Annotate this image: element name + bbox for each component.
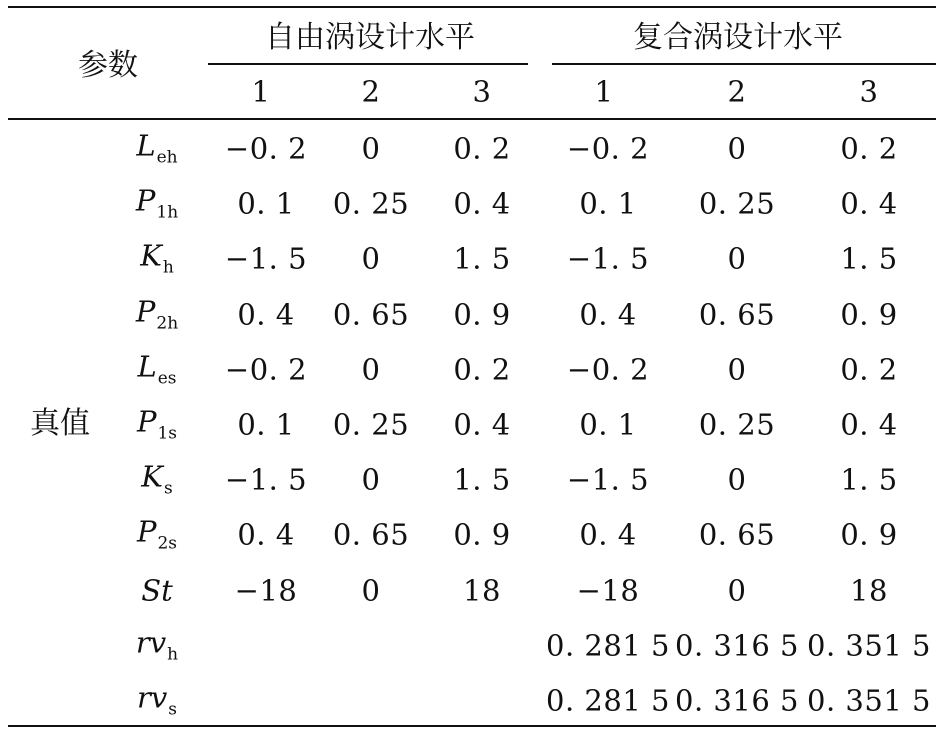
parameter-symbol	[137, 349, 177, 389]
level-header: 2	[361, 74, 381, 109]
table-cell: −18	[576, 573, 640, 608]
table-cell: 0. 1	[237, 186, 295, 221]
table-cell: 0. 25	[698, 186, 776, 221]
table-cell: 0. 2	[840, 131, 898, 166]
parameter-symbol-subscript: eh	[156, 147, 178, 168]
table-cell: 0	[361, 573, 381, 608]
parameter-symbol	[135, 625, 179, 665]
table-cell: 0. 25	[332, 407, 410, 442]
parameter-symbol-subscript: 2h	[156, 313, 179, 334]
level-header: 1	[251, 74, 271, 109]
table-cell: −1. 5	[224, 241, 308, 276]
parameter-symbol-subscript: es	[157, 368, 177, 389]
table-cell: 0. 2	[840, 352, 898, 387]
parameter-symbol-main: rv	[135, 625, 167, 660]
parameter-symbol-main: St	[141, 573, 173, 608]
parameter-symbol-main: L	[137, 349, 157, 384]
parameter-symbol-main: P	[135, 183, 156, 218]
table-cell: 0. 65	[698, 297, 776, 332]
table-cell: −0. 2	[566, 352, 650, 387]
top-rule	[8, 6, 936, 8]
table-cell: 1. 5	[840, 241, 898, 276]
compound-vortex-group-underline	[552, 63, 936, 65]
table-cell: −1. 5	[566, 241, 650, 276]
parameter-symbol	[141, 459, 173, 499]
table-cell: 0. 316 5	[675, 628, 799, 663]
table-cell: 18	[850, 573, 888, 608]
table-cell: −1. 5	[566, 462, 650, 497]
parameter-symbol-main: K	[140, 238, 162, 273]
table-cell: 0. 1	[237, 407, 295, 442]
table-cell: 0	[727, 131, 747, 166]
table-cell: 1. 5	[453, 462, 511, 497]
parameter-symbol-subscript: h	[167, 644, 179, 665]
table-cell: −0. 2	[224, 131, 308, 166]
parameter-symbol-main: L	[136, 128, 156, 163]
table-cell: 0	[361, 131, 381, 166]
free-vortex-group-header: 自由涡设计水平	[265, 20, 475, 55]
table-cell: 0	[361, 352, 381, 387]
table-cell: 0. 4	[237, 517, 295, 552]
table-cell: 0. 281 5	[546, 628, 670, 663]
parameter-symbol	[141, 573, 173, 608]
parameter-symbol-subscript: h	[162, 257, 174, 278]
table-cell: 0. 65	[332, 517, 410, 552]
param-header: 参数	[78, 48, 138, 83]
parameter-symbol	[135, 294, 179, 334]
table-cell: 0	[727, 241, 747, 276]
table-cell: 0. 9	[840, 517, 898, 552]
level-header: 1	[594, 74, 614, 109]
table-cell: 0. 2	[453, 131, 511, 166]
table-cell: 0	[727, 352, 747, 387]
parameter-symbol-main: P	[136, 514, 157, 549]
table-cell: 0. 351 5	[807, 683, 931, 718]
table-cell: 0. 316 5	[675, 683, 799, 718]
header-bottom-rule	[8, 118, 936, 120]
parameter-symbol	[136, 128, 178, 168]
parameter-symbol-subscript: s	[163, 478, 173, 499]
table-cell: −0. 2	[566, 131, 650, 166]
parameter-symbol-main: K	[141, 459, 163, 494]
parameter-symbol-main: P	[136, 404, 157, 439]
table-cell: 0. 1	[579, 186, 637, 221]
parameter-symbol-subscript: 1h	[156, 202, 179, 223]
table-cell: 0	[361, 462, 381, 497]
table-cell: 0. 65	[698, 517, 776, 552]
table-cell: 0. 4	[840, 186, 898, 221]
table-cell: 0. 25	[332, 186, 410, 221]
table-cell: 0. 25	[698, 407, 776, 442]
parameter-symbol-main: P	[135, 294, 156, 329]
parameter-symbol	[140, 238, 174, 278]
table-cell: 1. 5	[453, 241, 511, 276]
table-cell: 0. 4	[840, 407, 898, 442]
parameter-symbol	[137, 680, 177, 720]
true-value-label: 真值	[30, 406, 90, 441]
table-cell: 0. 351 5	[807, 628, 931, 663]
table-cell: 0. 9	[840, 297, 898, 332]
table-cell: 0. 9	[453, 517, 511, 552]
table-cell: 0. 65	[332, 297, 410, 332]
table-cell: 0. 4	[579, 297, 637, 332]
parameter-symbol-main: rv	[137, 680, 168, 715]
table-cell: 0. 4	[237, 297, 295, 332]
bottom-rule	[8, 725, 936, 727]
parameter-symbol	[135, 183, 179, 223]
table-cell: 0. 281 5	[546, 683, 670, 718]
compound-vortex-group-header: 复合涡设计水平	[633, 20, 843, 55]
parameter-symbol	[136, 404, 178, 444]
free-vortex-group-underline	[208, 63, 528, 65]
level-header: 3	[859, 74, 879, 109]
parameter-symbol-subscript: 2s	[157, 533, 178, 554]
table-cell: 0. 9	[453, 297, 511, 332]
table-cell: 1. 5	[840, 462, 898, 497]
table-cell: 18	[463, 573, 501, 608]
table-cell: −0. 2	[224, 352, 308, 387]
parameter-symbol-subscript: s	[168, 699, 177, 720]
table-cell: −18	[234, 573, 298, 608]
level-header: 3	[472, 74, 492, 109]
table-cell: 0. 4	[453, 407, 511, 442]
parameter-symbol-subscript: 1s	[157, 423, 178, 444]
table-cell: 0	[727, 462, 747, 497]
table-cell: 0	[727, 573, 747, 608]
table-cell: 0	[361, 241, 381, 276]
level-header: 2	[727, 74, 747, 109]
table-cell: 0. 1	[579, 407, 637, 442]
parameter-symbol	[136, 514, 178, 554]
table-cell: −1. 5	[224, 462, 308, 497]
table-cell: 0. 2	[453, 352, 511, 387]
table-cell: 0. 4	[453, 186, 511, 221]
table-cell: 0. 4	[579, 517, 637, 552]
